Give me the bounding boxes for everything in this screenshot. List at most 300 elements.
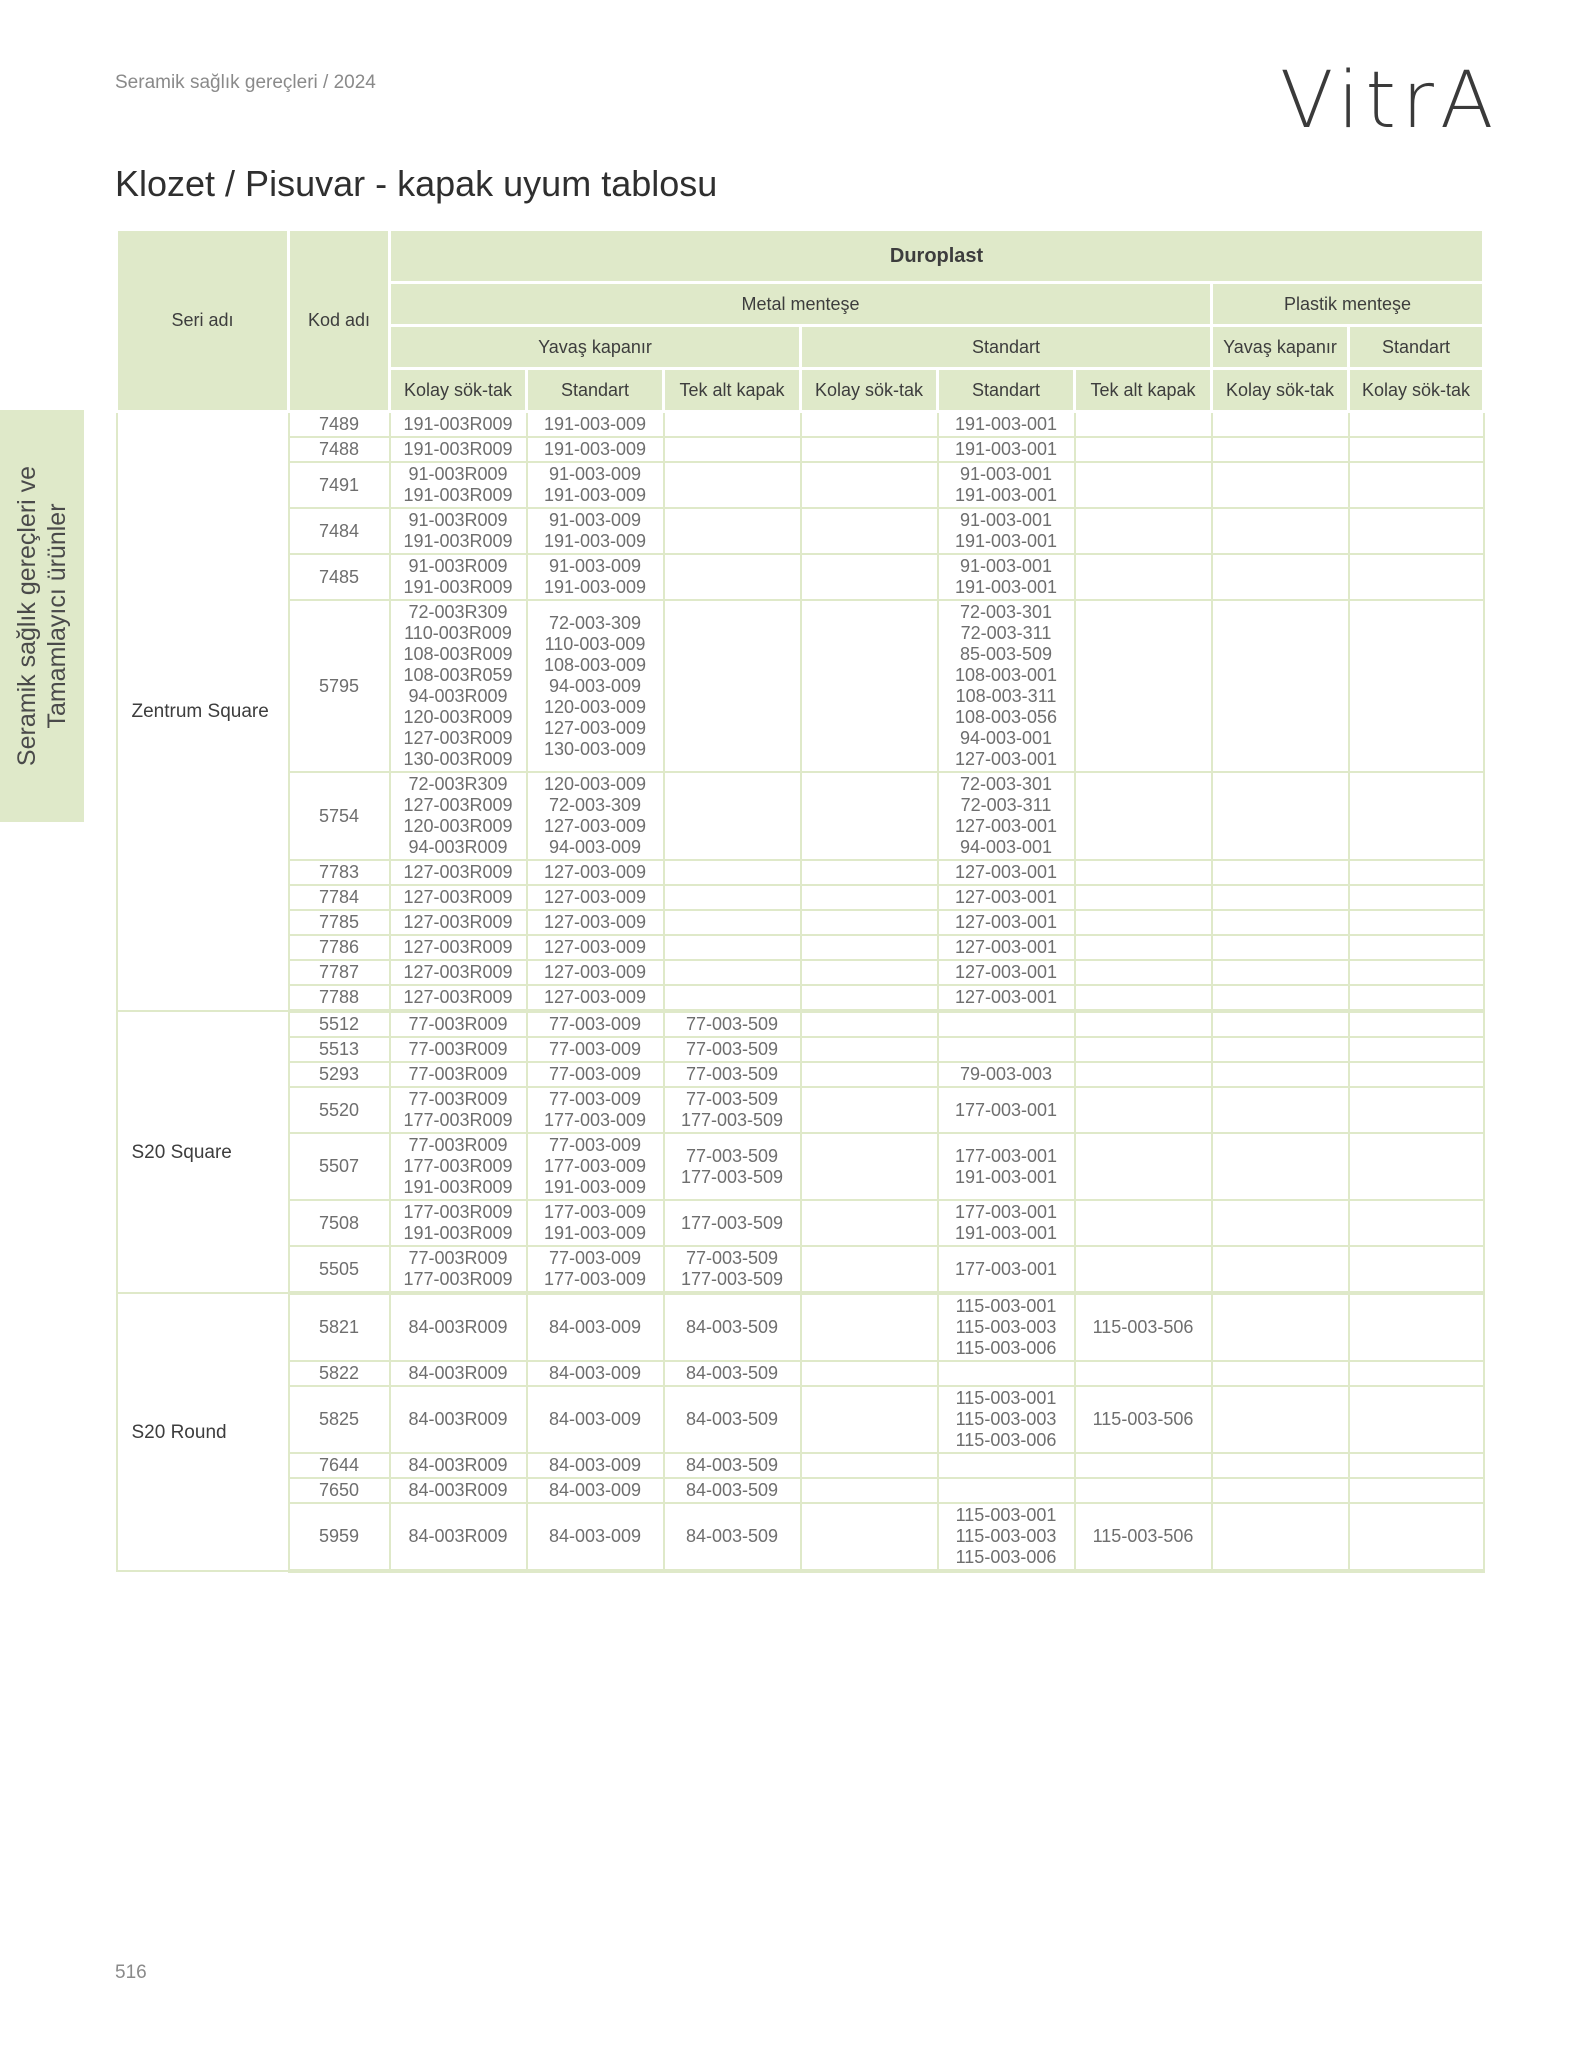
part-cell <box>938 1062 1075 1087</box>
part-cell <box>1349 885 1484 910</box>
part-cell <box>390 1133 527 1200</box>
subheader-col-7: Kolay sök-tak <box>1212 369 1349 412</box>
part-cell <box>801 437 938 462</box>
part-number: 127-003R009 <box>403 795 513 815</box>
part-number: 191-003-009 <box>543 1177 647 1197</box>
part-number: 191-003R009 <box>403 1177 513 1197</box>
part-cell <box>801 1478 938 1503</box>
part-number: 84-003-509 <box>685 1317 779 1337</box>
part-number: 115-003-003 <box>955 1317 1057 1337</box>
part-number: 127-003R009 <box>403 937 513 957</box>
code-cell: 7787 <box>289 960 390 985</box>
code-cell: 5513 <box>289 1037 390 1062</box>
part-cell <box>1075 910 1212 935</box>
side-section-tab[interactable] <box>0 410 84 822</box>
part-cell <box>801 462 938 508</box>
part-number: 127-003R009 <box>403 987 513 1007</box>
part-cell <box>938 1133 1075 1200</box>
part-number: 177-003-509 <box>680 1110 784 1130</box>
part-number: 84-003R009 <box>408 1526 508 1546</box>
part-number: 72-003-301 <box>959 602 1053 622</box>
part-number: 77-003R009 <box>408 1248 508 1268</box>
part-number: 127-003-009 <box>543 862 647 882</box>
part-number: 127-003-001 <box>954 749 1058 769</box>
code-cell: 5795 <box>289 600 390 772</box>
code-cell: 5512 <box>289 1011 390 1037</box>
part-number: 177-003R009 <box>403 1156 513 1176</box>
subheader-col-4: Kolay sök-tak <box>801 369 938 412</box>
part-cell <box>1349 1503 1484 1571</box>
part-number: 177-003-509 <box>680 1212 784 1233</box>
part-cell <box>527 1200 664 1246</box>
part-cell <box>1212 935 1349 960</box>
part-number: 77-003-509 <box>685 1064 779 1084</box>
part-cell <box>664 1133 801 1200</box>
part-cell <box>1075 412 1212 438</box>
part-cell <box>664 1037 801 1062</box>
part-cell <box>801 1293 938 1361</box>
part-cell <box>1075 1133 1212 1200</box>
part-number: 191-003R009 <box>403 1223 513 1243</box>
part-number: 127-003-009 <box>543 987 647 1007</box>
subheader-col-3: Tek alt kapak <box>664 369 801 412</box>
code-cell: 7485 <box>289 554 390 600</box>
part-cell <box>664 1503 801 1571</box>
part-cell <box>1075 860 1212 885</box>
part-cell <box>527 860 664 885</box>
part-number: 77-003-009 <box>548 1089 642 1109</box>
part-number: 77-003R009 <box>408 1064 508 1084</box>
header-plastik-yavas-kapanir: Yavaş kapanır <box>1212 326 1349 369</box>
part-number: 120-003-009 <box>543 696 647 717</box>
part-number: 84-003-509 <box>685 1480 779 1500</box>
part-cell <box>1212 1062 1349 1087</box>
part-number: 177-003R009 <box>403 1269 513 1289</box>
part-number: 79-003-003 <box>959 1064 1053 1084</box>
part-cell <box>801 960 938 985</box>
part-cell <box>801 910 938 935</box>
part-cell <box>527 960 664 985</box>
part-cell <box>801 412 938 438</box>
part-number: 127-003-001 <box>954 887 1058 907</box>
part-cell <box>1349 1293 1484 1361</box>
part-number: 127-003R009 <box>403 887 513 907</box>
part-number: 127-003-009 <box>543 962 647 982</box>
part-cell <box>527 885 664 910</box>
part-number: 127-003-001 <box>954 962 1058 982</box>
part-number: 84-003-509 <box>685 1455 779 1475</box>
code-cell: 7783 <box>289 860 390 885</box>
part-number: 94-003R009 <box>408 837 508 857</box>
series-name-cell: S20 Round <box>117 1293 289 1571</box>
code-cell: 7785 <box>289 910 390 935</box>
part-number: 94-003-009 <box>548 675 642 696</box>
part-cell <box>1075 1246 1212 1293</box>
header-kod-adi: Kod adı <box>289 230 390 412</box>
part-number: 115-003-506 <box>1092 1317 1194 1337</box>
code-cell: 7484 <box>289 508 390 554</box>
table-row <box>117 462 1484 508</box>
part-number: 127-003-009 <box>543 912 647 932</box>
part-cell <box>1212 1011 1349 1037</box>
part-cell <box>390 860 527 885</box>
part-cell <box>1349 508 1484 554</box>
table-body <box>117 412 1484 1572</box>
part-number: 108-003R009 <box>403 644 513 664</box>
part-cell <box>390 885 527 910</box>
part-number: 115-003-506 <box>1092 1409 1194 1429</box>
part-cell <box>1349 960 1484 985</box>
part-number: 127-003-009 <box>543 816 647 836</box>
part-number: 91-003-001 <box>959 556 1053 576</box>
part-cell <box>1349 1133 1484 1200</box>
part-number: 94-003-001 <box>959 837 1053 857</box>
code-cell: 7784 <box>289 885 390 910</box>
part-cell <box>527 508 664 554</box>
part-number: 177-003-509 <box>680 1166 784 1187</box>
table-row <box>117 1361 1484 1386</box>
part-number: 84-003-509 <box>685 1409 779 1429</box>
table-row <box>117 554 1484 600</box>
part-cell <box>1075 985 1212 1011</box>
part-cell <box>527 1133 664 1200</box>
part-number: 191-003-009 <box>543 1223 647 1243</box>
part-cell <box>664 1453 801 1478</box>
part-cell <box>1075 772 1212 860</box>
part-cell <box>1212 1200 1349 1246</box>
header-note: Seramik sağlık gereçleri / 2024 <box>115 72 376 93</box>
table-row <box>117 985 1484 1011</box>
part-cell <box>664 508 801 554</box>
part-number: 127-003-009 <box>543 717 647 738</box>
part-number: 191-003-001 <box>954 1166 1058 1187</box>
part-cell <box>1212 960 1349 985</box>
part-number: 84-003R009 <box>408 1409 508 1429</box>
part-cell <box>390 985 527 1011</box>
part-cell <box>1349 1087 1484 1133</box>
part-number: 84-003-009 <box>548 1363 642 1383</box>
table-row <box>117 910 1484 935</box>
part-number: 91-003-009 <box>548 510 642 530</box>
part-cell <box>938 1453 1075 1478</box>
part-cell <box>801 1200 938 1246</box>
part-number: 84-003R009 <box>408 1480 508 1500</box>
part-number: 77-003-509 <box>685 1145 779 1166</box>
part-number: 84-003-009 <box>548 1480 642 1500</box>
code-cell: 5754 <box>289 772 390 860</box>
part-cell <box>390 412 527 438</box>
part-number: 130-003R009 <box>403 749 513 769</box>
part-number: 115-003-001 <box>955 1388 1057 1408</box>
part-number: 77-003-009 <box>548 1014 642 1034</box>
part-cell <box>1075 885 1212 910</box>
part-cell <box>527 1386 664 1453</box>
part-cell <box>527 1361 664 1386</box>
part-number: 177-003-001 <box>954 1258 1058 1279</box>
part-cell <box>390 1062 527 1087</box>
series-name-cell: Zentrum Square <box>117 412 289 1012</box>
code-cell: 7644 <box>289 1453 390 1478</box>
part-cell <box>938 554 1075 600</box>
part-number: 191-003-001 <box>954 531 1058 551</box>
part-number: 127-003-001 <box>954 816 1058 836</box>
part-number: 84-003-509 <box>685 1526 779 1546</box>
part-number: 91-003-009 <box>548 464 642 484</box>
part-number: 120-003R009 <box>403 816 513 836</box>
side-tab-label <box>12 466 72 766</box>
part-cell <box>664 1246 801 1293</box>
part-number: 177-003-001 <box>954 1202 1058 1222</box>
part-number: 91-003-001 <box>959 464 1053 484</box>
part-number: 72-003-311 <box>960 795 1052 815</box>
part-number: 127-003-001 <box>954 912 1058 932</box>
part-cell <box>801 885 938 910</box>
part-number: 120-003R009 <box>403 707 513 727</box>
table-row <box>117 508 1484 554</box>
part-cell <box>1349 412 1484 438</box>
part-cell <box>1075 1386 1212 1453</box>
part-number: 84-003R009 <box>408 1363 508 1383</box>
part-number: 77-003-509 <box>685 1014 779 1034</box>
part-cell <box>664 772 801 860</box>
part-number: 177-003-509 <box>680 1269 784 1289</box>
part-cell <box>938 772 1075 860</box>
part-cell <box>1075 437 1212 462</box>
part-cell <box>664 860 801 885</box>
part-number: 127-003-009 <box>543 887 647 907</box>
header-seri-adi: Seri adı <box>117 230 289 412</box>
table-row <box>117 1133 1484 1200</box>
part-number: 77-003-509 <box>685 1039 779 1059</box>
part-number: 191-003-009 <box>543 414 647 434</box>
part-cell <box>390 1503 527 1571</box>
part-cell <box>664 1361 801 1386</box>
part-cell <box>527 1293 664 1361</box>
part-cell <box>938 1503 1075 1571</box>
part-number: 84-003-009 <box>548 1409 642 1429</box>
part-number: 115-003-001 <box>955 1505 1057 1525</box>
part-cell <box>390 1386 527 1453</box>
part-cell <box>1349 1062 1484 1087</box>
part-cell <box>527 412 664 438</box>
part-cell <box>390 935 527 960</box>
series-name-cell: S20 Square <box>117 1011 289 1293</box>
part-cell <box>1075 1037 1212 1062</box>
part-number: 84-003-009 <box>548 1317 642 1337</box>
part-cell <box>938 462 1075 508</box>
table-row <box>117 1087 1484 1133</box>
part-number: 127-003-009 <box>543 937 647 957</box>
part-cell <box>938 1361 1075 1386</box>
part-cell <box>801 1087 938 1133</box>
part-cell <box>1075 600 1212 772</box>
part-cell <box>801 600 938 772</box>
part-number: 127-003-001 <box>954 862 1058 882</box>
part-cell <box>527 600 664 772</box>
part-cell <box>1075 554 1212 600</box>
page-title: Klozet / Pisuvar - kapak uyum tablosu <box>115 163 718 204</box>
part-number: 177-003-001 <box>954 1145 1058 1166</box>
part-number: 177-003-009 <box>543 1269 647 1289</box>
part-cell <box>1075 1293 1212 1361</box>
part-cell <box>1349 1386 1484 1453</box>
part-cell <box>801 1361 938 1386</box>
part-number: 191-003-001 <box>954 485 1058 505</box>
header-duroplast: Duroplast <box>390 230 1484 283</box>
part-number: 72-003-311 <box>960 623 1052 643</box>
part-cell <box>801 1386 938 1453</box>
part-cell <box>1075 1200 1212 1246</box>
part-cell <box>938 508 1075 554</box>
part-cell <box>1349 1361 1484 1386</box>
part-cell <box>527 985 664 1011</box>
part-number: 72-003-309 <box>548 612 642 633</box>
part-cell <box>664 1011 801 1037</box>
part-cell <box>938 910 1075 935</box>
part-cell <box>1212 1133 1349 1200</box>
part-cell <box>664 437 801 462</box>
part-number: 191-003-001 <box>954 577 1058 597</box>
code-cell: 7788 <box>289 985 390 1011</box>
part-cell <box>390 772 527 860</box>
code-cell: 7489 <box>289 412 390 438</box>
part-cell <box>1212 437 1349 462</box>
part-number: 130-003-009 <box>543 738 647 759</box>
part-cell <box>390 1453 527 1478</box>
part-cell <box>527 935 664 960</box>
part-cell <box>664 960 801 985</box>
part-cell <box>390 1087 527 1133</box>
part-cell <box>664 1386 801 1453</box>
table-row <box>117 772 1484 860</box>
part-cell <box>801 1037 938 1062</box>
part-cell <box>1212 860 1349 885</box>
part-cell <box>390 1037 527 1062</box>
part-number: 72-003R309 <box>408 774 508 794</box>
part-number: 77-003R009 <box>408 1089 508 1109</box>
part-cell <box>1212 1246 1349 1293</box>
side-tab-line-1: Seramik sağlık gereçleri ve <box>13 465 41 767</box>
code-cell: 5507 <box>289 1133 390 1200</box>
part-cell <box>801 1011 938 1037</box>
table-row <box>117 1453 1484 1478</box>
part-cell <box>527 1503 664 1571</box>
part-number: 84-003-509 <box>685 1363 779 1383</box>
part-cell <box>1212 910 1349 935</box>
part-cell <box>1349 1037 1484 1062</box>
part-number: 191-003-009 <box>543 577 647 597</box>
part-cell <box>938 1200 1075 1246</box>
part-number: 108-003-056 <box>954 707 1058 727</box>
part-number: 177-003-001 <box>954 1099 1058 1120</box>
part-cell <box>1075 1361 1212 1386</box>
part-cell <box>664 462 801 508</box>
part-cell <box>1075 1453 1212 1478</box>
part-cell <box>390 960 527 985</box>
part-number: 94-003R009 <box>408 686 508 706</box>
header-metal-mentese: Metal menteşe <box>390 283 1212 326</box>
part-cell <box>1349 772 1484 860</box>
part-cell <box>390 1478 527 1503</box>
part-cell <box>1349 600 1484 772</box>
part-number: 77-003R009 <box>408 1135 508 1155</box>
vitra-logo: VitrA <box>1280 56 1500 146</box>
part-cell <box>527 1037 664 1062</box>
part-number: 127-003R009 <box>403 912 513 932</box>
part-cell <box>1075 1503 1212 1571</box>
part-cell <box>527 1478 664 1503</box>
code-cell: 5825 <box>289 1386 390 1453</box>
part-number: 127-003R009 <box>403 862 513 882</box>
part-cell <box>664 885 801 910</box>
part-cell <box>664 1293 801 1361</box>
code-cell: 5822 <box>289 1361 390 1386</box>
table-row <box>117 600 1484 772</box>
table-row <box>117 1246 1484 1293</box>
part-cell <box>801 508 938 554</box>
part-cell <box>938 600 1075 772</box>
part-number: 84-003R009 <box>408 1455 508 1475</box>
part-cell <box>938 935 1075 960</box>
part-cell <box>801 772 938 860</box>
part-cell <box>938 985 1075 1011</box>
part-cell <box>801 1453 938 1478</box>
part-cell <box>1349 462 1484 508</box>
part-number: 108-003-009 <box>543 654 647 675</box>
part-number: 77-003-009 <box>548 1039 642 1059</box>
code-cell: 5520 <box>289 1087 390 1133</box>
part-number: 94-003-001 <box>959 728 1053 748</box>
part-number: 108-003-001 <box>954 665 1058 685</box>
part-cell <box>1212 1293 1349 1361</box>
part-cell <box>527 554 664 600</box>
part-cell <box>938 885 1075 910</box>
part-cell <box>1212 1453 1349 1478</box>
table-row <box>117 1037 1484 1062</box>
part-cell <box>1212 1386 1349 1453</box>
part-number: 91-003-009 <box>548 556 642 576</box>
part-number: 115-003-001 <box>955 1296 1057 1316</box>
part-cell <box>664 1200 801 1246</box>
part-cell <box>801 935 938 960</box>
part-number: 110-003-009 <box>544 633 646 654</box>
part-cell <box>390 554 527 600</box>
part-cell <box>390 1011 527 1037</box>
part-cell <box>664 985 801 1011</box>
part-number: 91-003-001 <box>959 510 1053 530</box>
part-number: 191-003R009 <box>403 577 513 597</box>
part-cell <box>527 1246 664 1293</box>
part-cell <box>664 412 801 438</box>
part-number: 115-003-006 <box>955 1547 1057 1567</box>
part-cell <box>1349 1453 1484 1478</box>
part-number: 108-003R059 <box>403 665 513 685</box>
part-cell <box>1075 1062 1212 1087</box>
part-number: 77-003-509 <box>685 1089 779 1109</box>
part-cell <box>390 1361 527 1386</box>
part-cell <box>801 1503 938 1571</box>
part-number: 191-003R009 <box>403 414 513 434</box>
part-cell <box>664 1062 801 1087</box>
part-cell <box>1212 1478 1349 1503</box>
part-cell <box>527 910 664 935</box>
part-cell <box>527 1087 664 1133</box>
code-cell: 7786 <box>289 935 390 960</box>
compatibility-table <box>115 228 1485 1573</box>
part-number: 177-003-009 <box>543 1202 647 1222</box>
part-cell <box>938 1293 1075 1361</box>
code-cell: 5959 <box>289 1503 390 1571</box>
